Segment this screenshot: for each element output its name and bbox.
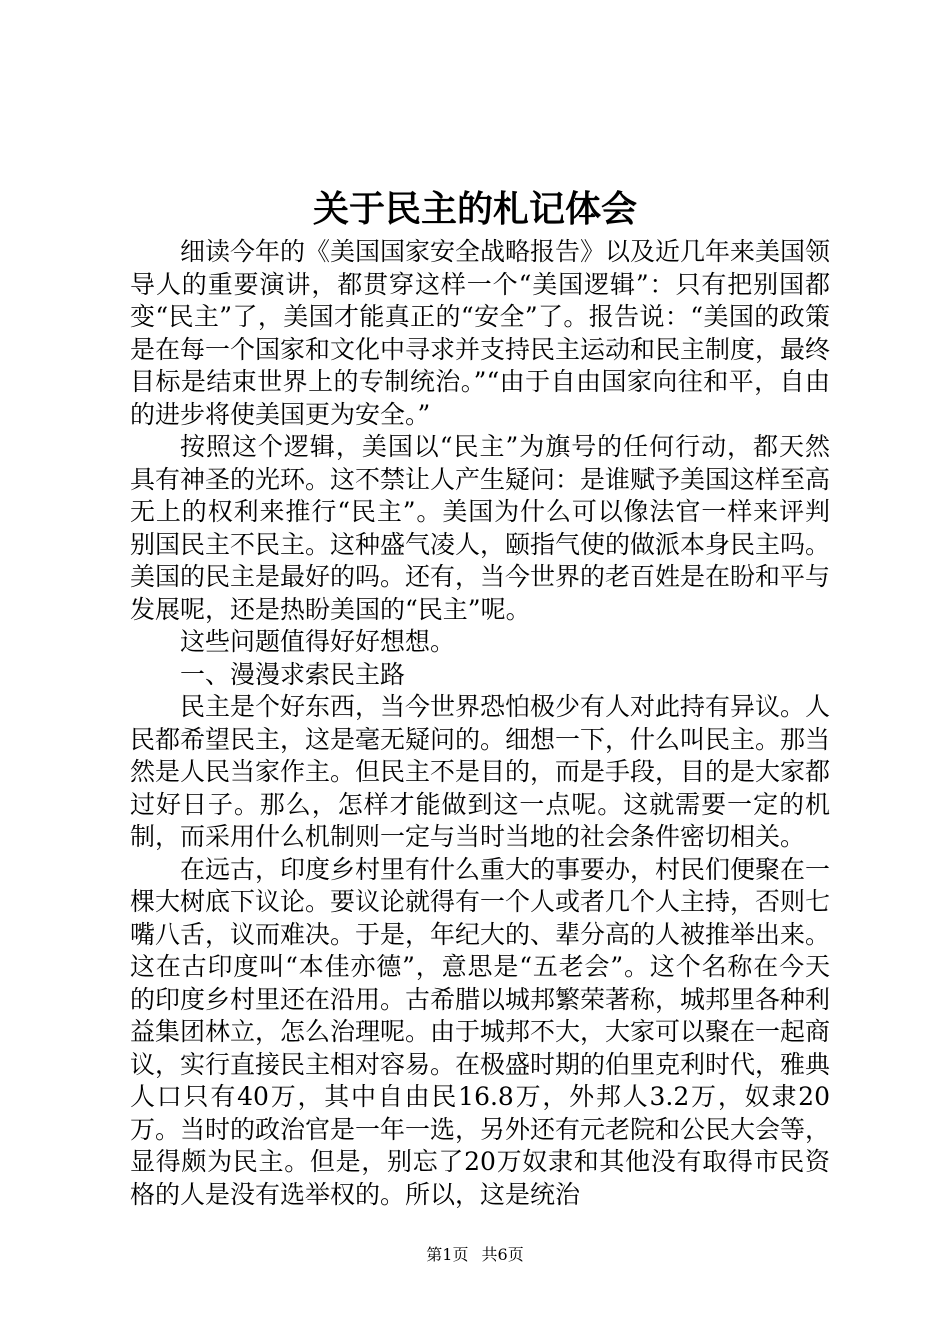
page-number: 第1页 bbox=[426, 1245, 469, 1264]
paragraph-5: 在远古，印度乡村里有什么重大的事要办，村民们便聚在一棵大树底下议论。要议论就得有一个人或者几个人主持，否则七嘴八舌，议而难决。于是，年纪大的、辈分高的人被推举出来。这在古印度叫“本佳亦德”，意思是“五老会”。这个名称在今天的印度乡村里还在沿用。古希腊以城邦繁荣著称，城邦里各种利益集团林立，怎么治理呢。由于城邦不大，大家可以聚在一起商议，实行直接民主相对容易。在极盛时期的伯里克利时代，雅典人口只有40万，其中自由民16.8万，外邦人3.2万，奴隶20万。当时的政治官是一年一选，另外还有元老院和公民大会等，显得颇为民主。但是，别忘了20万奴隶和其他没有取得市民资格的人是没有选举权的。所以，这是统治 bbox=[130, 854, 831, 1209]
section-heading: 一、漫漫求索民主路 bbox=[180, 659, 406, 689]
paragraph-3: 这些问题值得好好想想。 bbox=[180, 627, 456, 656]
paragraph-4: 民主是个好东西，当今世界恐怕极少有人对此持有异议。人民都希望民主，这是毫无疑问的。细想一下，什么叫民主。那当然是人民当家作主。但民主不是目的，而是手段，目的是大家都过好日子。那么，怎样才能做到这一点呢。这就需要一定的机制，而采用什么机制则一定与当时当地的社会条件密切相关。 bbox=[130, 692, 831, 851]
page-total: 共6页 bbox=[481, 1245, 524, 1264]
paragraph-2: 按照这个逻辑，美国以“民主”为旗号的任何行动，都天然具有神圣的光环。这不禁让人产生疑问：是谁赋予美国这样至高无上的权利来推行“民主”。美国为什么可以像法官一样来评判别国民主不民主。这种盛气凌人，颐指气使的做派本身民主吗。美国的民主是最好的吗。还有，当今世界的老百姓是在盼和平与发展呢，还是热盼美国的“民主”呢。 bbox=[130, 432, 831, 624]
paragraph-1: 细读今年的《美国国家安全战略报告》以及近几年来美国领导人的重要演讲，都贯穿这样一个“美国逻辑”：只有把别国都变“民主”了，美国才能真正的“安全”了。报告说：“美国的政策是在每一个国家和文化中寻求并支持民主运动和民主制度，最终目标是结束世界上的专制统治。”“由于自由国家向往和平，自由的进步将使美国更为安全。” bbox=[130, 237, 831, 429]
document-body bbox=[130, 236, 830, 1211]
document-title: 关于民主的札记体会 bbox=[312, 188, 637, 230]
page-footer bbox=[0, 1244, 950, 1266]
